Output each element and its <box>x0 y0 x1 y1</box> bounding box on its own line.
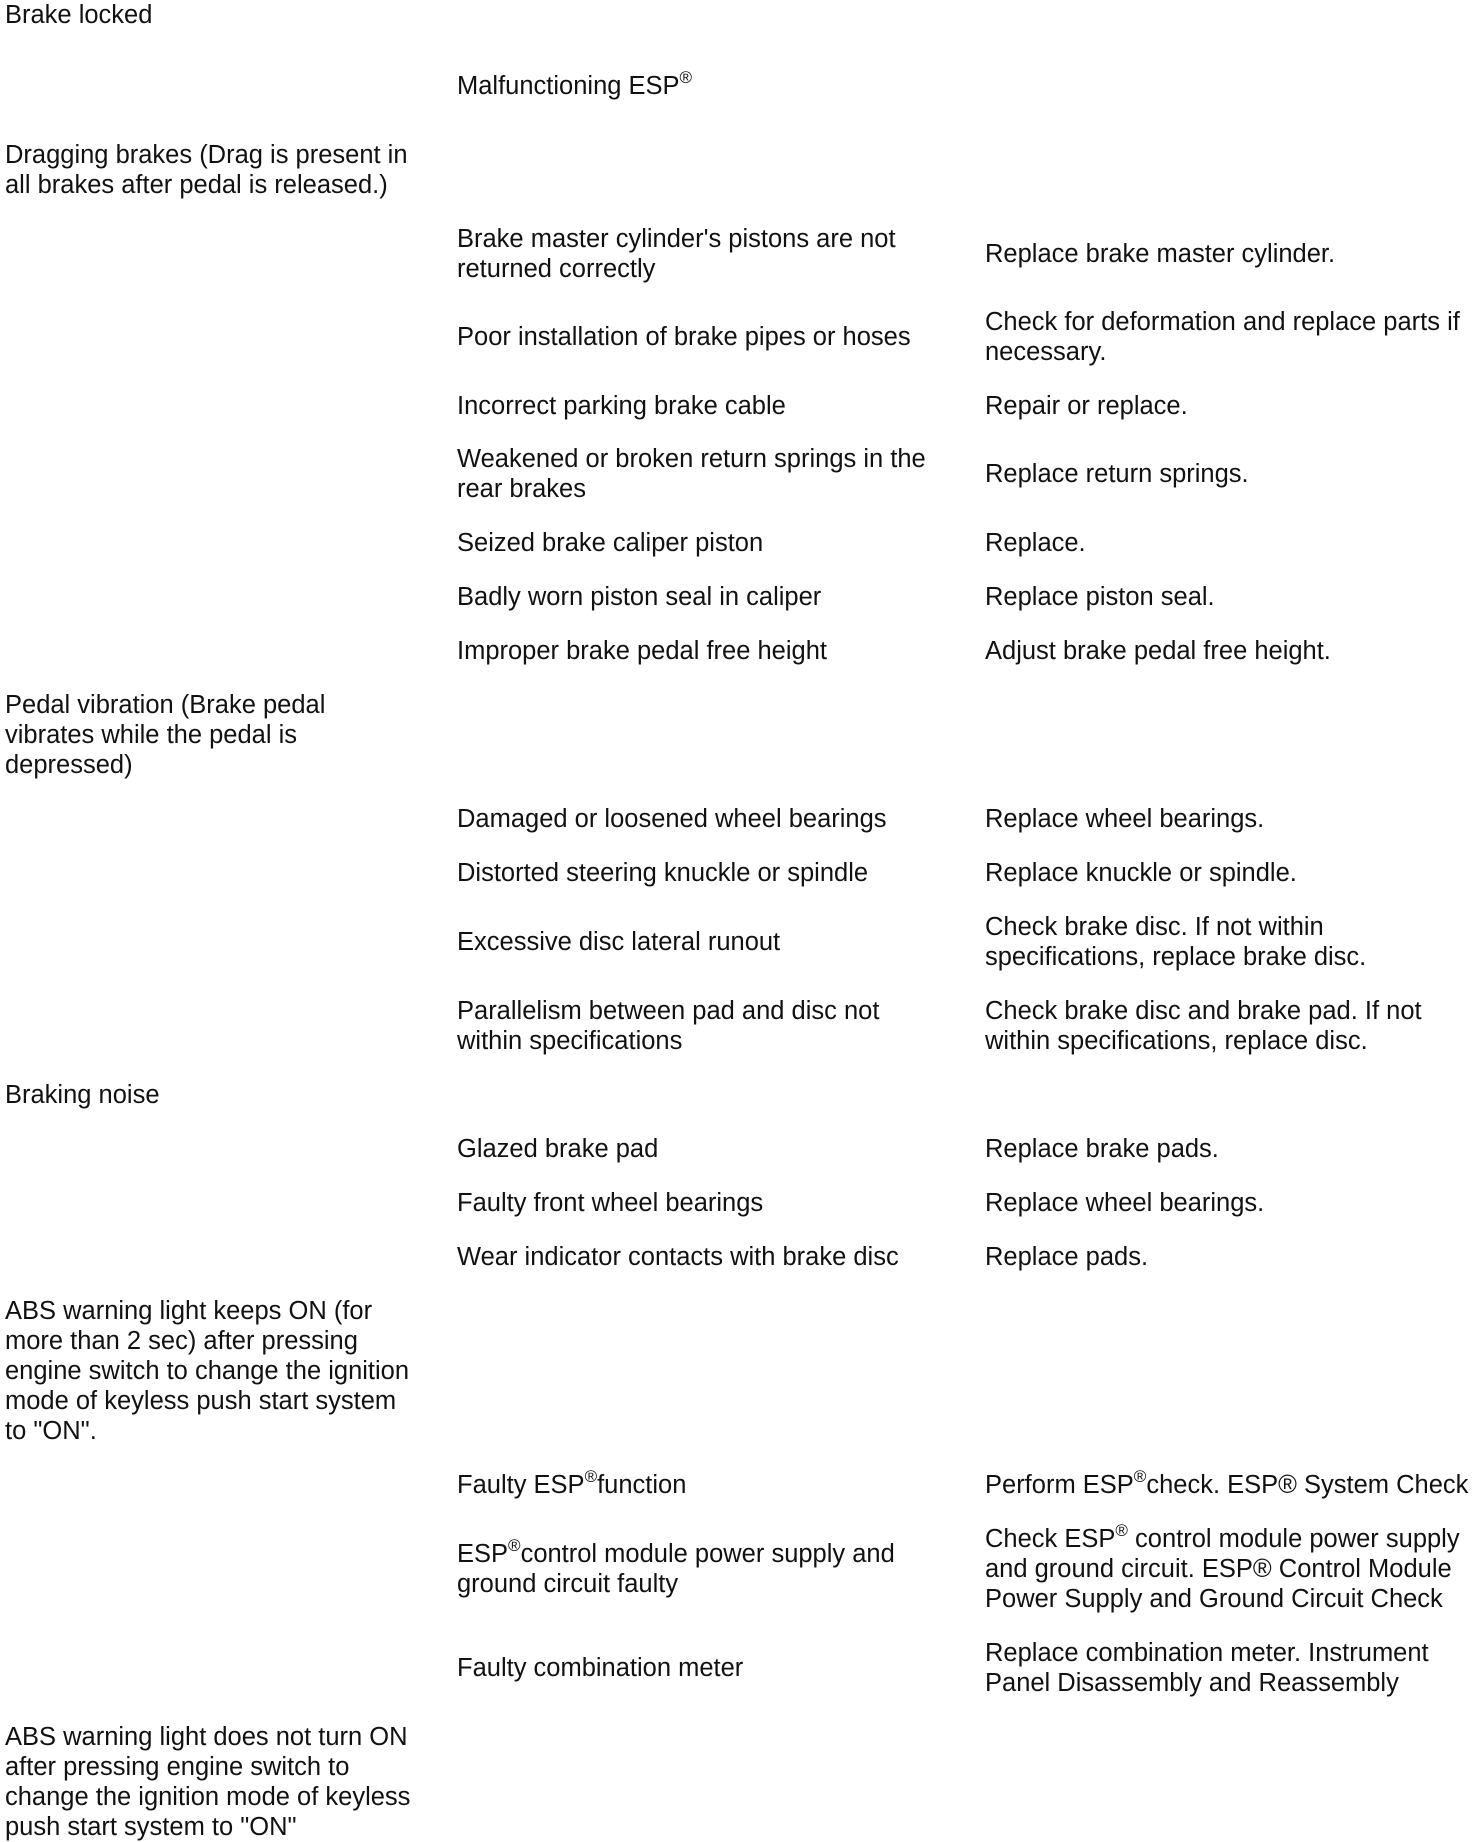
remedy-replace-wheel-bearings-2: Replace wheel bearings. <box>985 1189 1265 1217</box>
remedy-adjust-pedal-height: Adjust brake pedal free height. <box>985 637 1331 665</box>
registered-mark: ® <box>1115 1520 1128 1540</box>
remedy-replace-pads: Replace pads. <box>985 1243 1149 1271</box>
registered-mark: ® <box>679 67 693 87</box>
cause-distorted-knuckle: Distorted steering knuckle or spindle <box>457 859 869 887</box>
cause-improper-pedal-height: Improper brake pedal free height <box>457 637 827 665</box>
cause-disc-lateral-runout: Excessive disc lateral runout <box>457 928 781 956</box>
cause-damaged-wheel-bearings: Damaged or loosened wheel bearings <box>457 805 887 833</box>
registered-mark: ® <box>584 1466 598 1486</box>
remedy-replace-brake-pads: Replace brake pads. <box>985 1135 1219 1163</box>
registered-mark: ® <box>508 1535 521 1555</box>
remedy-replace-wheel-bearings: Replace wheel bearings. <box>985 805 1265 833</box>
registered-mark: ® <box>1133 1466 1147 1486</box>
cause-faulty-combination-meter: Faulty combination meter <box>457 1654 744 1682</box>
cause-malfunctioning-esp: Malfunctioning ESP® <box>457 67 693 100</box>
remedy-replace-piston-seal: Replace piston seal. <box>985 583 1215 611</box>
cause-poor-installation-pipes: Poor installation of brake pipes or hoses <box>457 323 911 351</box>
remedy-replace-knuckle: Replace knuckle or spindle. <box>985 859 1297 887</box>
cause-seized-caliper-piston: Seized brake caliper piston <box>457 529 764 557</box>
remedy-replace-master-cylinder: Replace brake master cylinder. <box>985 240 1336 268</box>
cause-faulty-front-wheel-bearings: Faulty front wheel bearings <box>457 1189 764 1217</box>
cause-glazed-brake-pad: Glazed brake pad <box>457 1135 659 1163</box>
condition-braking-noise: Braking noise <box>5 1081 160 1109</box>
remedy-replace: Replace. <box>985 529 1086 557</box>
cause-incorrect-parking-brake-cable: Incorrect parking brake cable <box>457 392 786 420</box>
remedy-repair-or-replace: Repair or replace. <box>985 392 1188 420</box>
cause-worn-piston-seal: Badly worn piston seal in caliper <box>457 583 822 611</box>
remedy-replace-return-springs: Replace return springs. <box>985 460 1249 488</box>
cause-faulty-esp-function: Faulty ESP®function <box>457 1466 687 1499</box>
condition-brake-locked: Brake locked <box>5 1 153 29</box>
cause-wear-indicator-contact: Wear indicator contacts with brake disc <box>457 1243 899 1271</box>
remedy-perform-esp-check: Perform ESP®check. ESP® System Check <box>985 1466 1469 1499</box>
